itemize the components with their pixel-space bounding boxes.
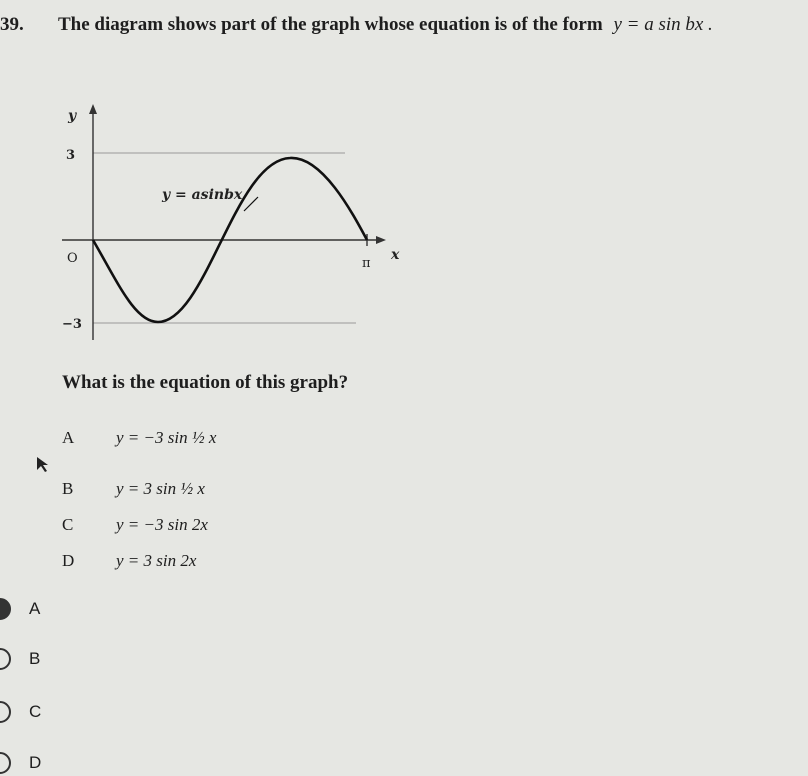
sine-graph (0, 0, 808, 360)
curve-label: y = asinbx (162, 187, 243, 203)
x-axis-label: x (391, 247, 400, 263)
answer-choice-c[interactable] (0, 701, 41, 723)
y-min-label: −3 (62, 317, 82, 332)
answer-choice-d[interactable] (0, 752, 41, 774)
mouse-cursor-icon (36, 456, 50, 474)
y-axis-label: y (68, 108, 77, 124)
option-formula: y = 3 sin ½ x (116, 479, 205, 498)
curve-label-pointer (244, 197, 258, 211)
origin-label: O (67, 251, 78, 266)
y-axis-arrow-icon (89, 104, 97, 114)
option-c (62, 515, 208, 535)
y-max-label: 3 (66, 148, 76, 163)
radio-button-icon[interactable] (0, 752, 11, 774)
x-axis-arrow-icon (376, 236, 386, 244)
answer-choice-a[interactable] (0, 598, 40, 620)
answer-label: D (29, 753, 42, 772)
option-b (62, 479, 205, 499)
option-a (62, 428, 216, 448)
option-formula: y = −3 sin 2x (116, 515, 208, 534)
option-letter: A (62, 428, 75, 447)
question-prompt: What is the equation of this graph? (62, 372, 349, 393)
answer-label: C (29, 702, 42, 721)
option-letter: B (62, 479, 74, 498)
radio-button-icon[interactable] (0, 598, 11, 620)
answer-label: A (29, 599, 41, 618)
answer-label: B (29, 649, 41, 668)
option-letter: C (62, 515, 74, 534)
equation-form: y = a sin bx . (613, 14, 713, 35)
question-number: 39. (0, 14, 24, 35)
option-formula: y = −3 sin ½ x (116, 428, 217, 447)
radio-button-icon[interactable] (0, 701, 11, 723)
question-stem: The diagram shows part of the graph whose equation is of the form (58, 14, 603, 35)
option-d (62, 551, 196, 571)
option-letter: D (62, 551, 75, 570)
answer-choice-b[interactable] (0, 648, 40, 670)
radio-button-icon[interactable] (0, 648, 11, 670)
option-formula: y = 3 sin 2x (116, 551, 197, 570)
pi-label: π (362, 256, 371, 271)
